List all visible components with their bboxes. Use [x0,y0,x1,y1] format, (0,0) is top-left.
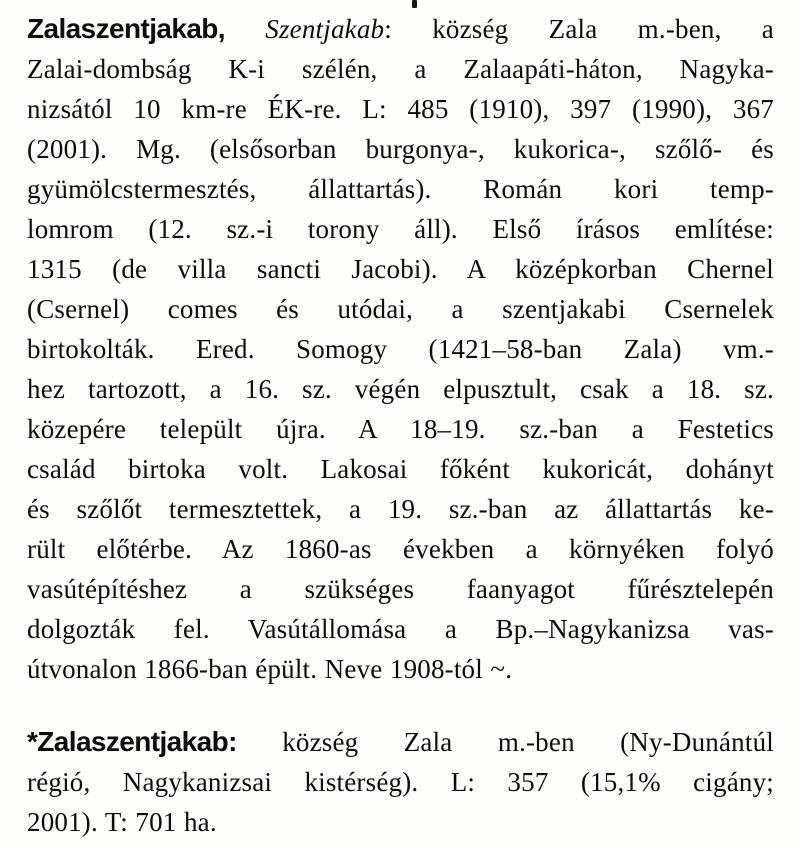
entry-gap [27,689,774,722]
text-line: közepére települt újra. A 18–19. sz.-ban a Festetics [27,414,774,444]
text-line: gyümölcstermesztés, állattartás). Román kori temp- [27,174,774,204]
scan-artifact-mark [412,0,417,8]
text-line [27,9,774,49]
text-line: 2001). T: 701 ha. [27,807,217,837]
text-line: útvonalon 1866-ban épült. Neve 1908-tól ~. [27,654,513,684]
text-line-rest: község Zala m.-ben (Ny-Dunántúl [282,727,774,757]
text-line: család birtoka volt. Lakosai főként kukoricát, dohányt [27,454,774,484]
text-line: nizsától 10 km-re ÉK-re. L: 485 (1910), 397 (1990), 367 [27,94,774,124]
entry-headword: Zalaszentjakab, [27,13,225,44]
entry-main [27,9,774,689]
text-line: 1315 (de villa sancti Jacobi). A középkorban Chernel [27,254,774,284]
text-line-rest: : község Zala m.-ben, a [384,14,774,44]
text-line: birtokolták. Ered. Somogy (1421–58-ban Zala) vm.- [27,334,774,364]
entry-variant-name: Szentjakab [265,14,385,44]
entry-headword: *Zalaszentjakab: [27,726,237,757]
text-line: régió, Nagykanizsai kistérség). L: 357 (15,1% cigány; [27,767,774,797]
text-line: hez tartozott, a 16. sz. végén elpusztult, csak a 18. sz. [27,374,774,404]
text-line: lomrom (12. sz.-i torony áll). Első írásos említése: [27,214,774,244]
entry-secondary [27,722,774,842]
text-line: (Csernel) comes és utódai, a szentjakabi Csernelek [27,294,774,324]
text-line: és szőlőt termesztettek, a 19. sz.-ban az állattartás ke- [27,494,774,524]
text-line: vasútépítéshez a szükséges faanyagot fűrésztelepén [27,574,774,604]
text-line: dolgozták fel. Vasútállomása a Bp.–Nagykanizsa vas- [27,614,774,644]
text-line [27,722,774,762]
text-line: (2001). Mg. (elsősorban burgonya-, kukorica-, szőlő- és [27,134,774,164]
text-line: rült előtérbe. Az 1860-as években a környéken folyó [27,534,774,564]
text-line: Zalai-dombság K-i szélén, a Zalaapáti-háton, Nagyka- [27,54,774,84]
